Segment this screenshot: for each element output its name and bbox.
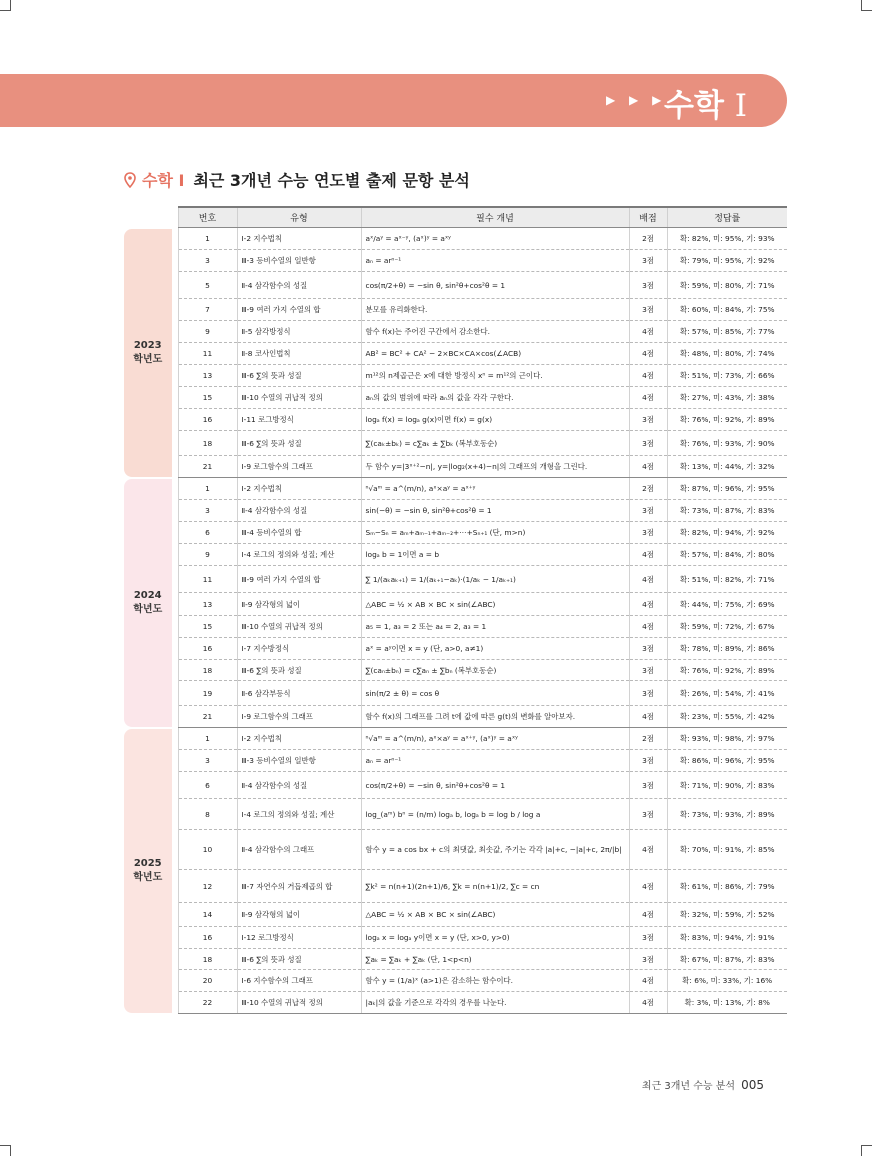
points: 3점	[629, 681, 667, 706]
table-row	[124, 478, 787, 500]
correct-rate: 확: 83%, 미: 94%, 기: 91%	[667, 927, 787, 949]
correct-rate: 확: 51%, 미: 82%, 기: 71%	[667, 566, 787, 593]
correct-rate: 확: 48%, 미: 80%, 기: 74%	[667, 343, 787, 365]
correct-rate: 확: 32%, 미: 59%, 기: 52%	[667, 903, 787, 927]
question-number: 1	[178, 478, 237, 500]
question-type: Ⅲ-4 등비수열의 합	[237, 522, 361, 544]
correct-rate: 확: 57%, 미: 85%, 기: 77%	[667, 321, 787, 343]
question-type: Ⅱ-9 삼각형의 넓이	[237, 903, 361, 927]
correct-rate: 확: 76%, 미: 92%, 기: 89%	[667, 409, 787, 431]
table-row	[124, 870, 787, 903]
points: 4점	[629, 830, 667, 870]
points: 3점	[629, 500, 667, 522]
chapter-title-roman: Ⅰ	[734, 88, 747, 124]
question-number: 8	[178, 799, 237, 830]
question-number: 10	[178, 830, 237, 870]
points: 4점	[629, 870, 667, 903]
key-concept: aₙ = arⁿ⁻¹	[361, 750, 629, 772]
question-type: Ⅱ-4 삼각함수의 성질	[237, 500, 361, 522]
correct-rate: 확: 71%, 미: 90%, 기: 83%	[667, 772, 787, 799]
question-number: 16	[178, 638, 237, 660]
table-row	[124, 321, 787, 343]
key-concept: ∑(caₙ±bₙ) = c∑aₙ ± ∑bₙ (복부호동순)	[361, 660, 629, 681]
table-row	[124, 365, 787, 387]
points: 3점	[629, 409, 667, 431]
correct-rate: 확: 76%, 미: 92%, 기: 89%	[667, 660, 787, 681]
table-row	[124, 299, 787, 321]
correct-rate: 확: 82%, 미: 95%, 기: 93%	[667, 228, 787, 250]
key-concept: aˣ/aʸ = aˣ⁻ʸ, (aˣ)ʸ = aˣʸ	[361, 228, 629, 250]
question-type: Ⅱ-5 삼각방정식	[237, 321, 361, 343]
section-title: 최근 3개년 수능 연도별 출제 문항 분석	[193, 171, 470, 190]
correct-rate: 확: 57%, 미: 84%, 기: 80%	[667, 544, 787, 566]
year-label: 2024 학년도	[124, 479, 172, 727]
question-number: 21	[178, 456, 237, 478]
correct-rate: 확: 61%, 미: 86%, 기: 79%	[667, 870, 787, 903]
correct-rate: 확: 78%, 미: 89%, 기: 86%	[667, 638, 787, 660]
key-concept: logₐ x = logₐ y이면 x = y (단, x>0, y>0)	[361, 927, 629, 949]
correct-rate: 확: 13%, 미: 44%, 기: 32%	[667, 456, 787, 478]
key-concept: 분모를 유리화한다.	[361, 299, 629, 321]
table-row	[124, 706, 787, 728]
question-type: Ⅲ-9 여러 가지 수열의 합	[237, 299, 361, 321]
question-number: 13	[178, 593, 237, 616]
question-type: Ⅰ-4 로그의 정의와 성질; 계산	[237, 799, 361, 830]
year-label: 2025 학년도	[124, 729, 172, 1013]
crop-mark-bottom-left	[0, 1145, 11, 1156]
question-type: Ⅰ-6 지수함수의 그래프	[237, 970, 361, 992]
page-number: 005	[741, 1078, 764, 1092]
table-row	[124, 970, 787, 992]
header-arrows: ▶ ▶ ▶	[606, 93, 667, 107]
points: 3점	[629, 250, 667, 272]
table-header-row	[124, 207, 787, 228]
question-type: Ⅲ-3 등비수열의 일반항	[237, 750, 361, 772]
question-number: 19	[178, 681, 237, 706]
points: 4점	[629, 343, 667, 365]
key-concept: △ABC = ½ × AB × BC × sin(∠ABC)	[361, 903, 629, 927]
correct-rate: 확: 27%, 미: 43%, 기: 38%	[667, 387, 787, 409]
key-concept: Sₘ−Sₙ = aₘ+aₘ₋₁+aₘ₋₂+⋯+Sₙ₊₁ (단, m>n)	[361, 522, 629, 544]
key-concept: ∑ 1/(aₖaₖ₊₁) = 1/(aₖ₊₁−aₖ)·(1/aₖ − 1/aₖ₊₁)	[361, 566, 629, 593]
question-type: Ⅲ-6 ∑의 뜻과 성질	[237, 365, 361, 387]
question-number: 3	[178, 750, 237, 772]
question-type: Ⅰ-2 지수법칙	[237, 478, 361, 500]
correct-rate: 확: 59%, 미: 80%, 기: 71%	[667, 272, 787, 299]
points: 4점	[629, 456, 667, 478]
table-row	[124, 681, 787, 706]
table-row	[124, 250, 787, 272]
key-concept: △ABC = ½ × AB × BC × sin(∠ABC)	[361, 593, 629, 616]
question-number: 18	[178, 431, 237, 456]
question-type: Ⅱ-9 삼각형의 넓이	[237, 593, 361, 616]
points: 3점	[629, 772, 667, 799]
year-cell	[124, 728, 178, 1014]
question-type: Ⅰ-4 로그의 정의와 성질; 계산	[237, 544, 361, 566]
points: 2점	[629, 228, 667, 250]
points: 4점	[629, 992, 667, 1014]
points: 4점	[629, 544, 667, 566]
question-type: Ⅲ-6 ∑의 뜻과 성질	[237, 949, 361, 970]
question-number: 7	[178, 299, 237, 321]
column-header: 유형	[237, 207, 361, 228]
crop-mark-bottom-right	[861, 1145, 872, 1156]
column-header: 필수 개념	[361, 207, 629, 228]
table-row	[124, 431, 787, 456]
table-body	[124, 228, 787, 1014]
question-number: 1	[178, 728, 237, 750]
key-concept: ∑k² = n(n+1)(2n+1)/6, ∑k = n(n+1)/2, ∑c = cn	[361, 870, 629, 903]
question-number: 14	[178, 903, 237, 927]
table-row	[124, 272, 787, 299]
points: 4점	[629, 566, 667, 593]
points: 4점	[629, 616, 667, 638]
question-type: Ⅰ-9 로그함수의 그래프	[237, 456, 361, 478]
correct-rate: 확: 60%, 미: 84%, 기: 75%	[667, 299, 787, 321]
points: 3점	[629, 638, 667, 660]
table-row	[124, 903, 787, 927]
key-concept: 함수 f(x)는 주어진 구간에서 감소한다.	[361, 321, 629, 343]
section-subject: 수학 Ⅰ	[142, 171, 185, 190]
points: 2점	[629, 728, 667, 750]
table-row	[124, 228, 787, 250]
correct-rate: 확: 93%, 미: 98%, 기: 97%	[667, 728, 787, 750]
question-number: 20	[178, 970, 237, 992]
column-header: 배점	[629, 207, 667, 228]
question-type: Ⅲ-10 수열의 귀납적 정의	[237, 616, 361, 638]
correct-rate: 확: 59%, 미: 72%, 기: 67%	[667, 616, 787, 638]
points: 3점	[629, 299, 667, 321]
correct-rate: 확: 44%, 미: 75%, 기: 69%	[667, 593, 787, 616]
question-number: 6	[178, 772, 237, 799]
key-concept: ⁿ√aᵐ = a^(m/n), aˣ×aʸ = aˣ⁺ʸ, (aˣ)ʸ = aˣʸ	[361, 728, 629, 750]
table-row	[124, 728, 787, 750]
question-number: 15	[178, 616, 237, 638]
points: 4점	[629, 706, 667, 728]
question-number: 6	[178, 522, 237, 544]
table-row	[124, 522, 787, 544]
key-concept: cos(π/2+θ) = −sin θ, sin²θ+cos²θ = 1	[361, 772, 629, 799]
question-number: 11	[178, 343, 237, 365]
key-concept: 함수 y = a cos bx + c의 최댓값, 최솟값, 주기는 각각 |a|+c, −|a|+c, 2π/|b|	[361, 830, 629, 870]
key-concept: cos(π/2+θ) = −sin θ, sin²θ+cos²θ = 1	[361, 272, 629, 299]
correct-rate: 확: 23%, 미: 55%, 기: 42%	[667, 706, 787, 728]
table-row	[124, 660, 787, 681]
points: 3점	[629, 272, 667, 299]
table-row	[124, 544, 787, 566]
correct-rate: 확: 76%, 미: 93%, 기: 90%	[667, 431, 787, 456]
correct-rate: 확: 73%, 미: 93%, 기: 89%	[667, 799, 787, 830]
key-concept: ∑(caₖ±bₖ) = c∑aₖ ± ∑bₖ (복부호동순)	[361, 431, 629, 456]
year-label: 2023 학년도	[124, 229, 172, 477]
chapter-title-text: 수학	[664, 88, 724, 124]
question-number: 5	[178, 272, 237, 299]
key-concept: ∑aₖ = ∑aₖ + ∑aₖ (단, 1<p<n)	[361, 949, 629, 970]
correct-rate: 확: 3%, 미: 13%, 기: 8%	[667, 992, 787, 1014]
table-row	[124, 593, 787, 616]
table-row	[124, 772, 787, 799]
question-number: 13	[178, 365, 237, 387]
table-row	[124, 949, 787, 970]
points: 4점	[629, 970, 667, 992]
question-type: Ⅱ-4 삼각함수의 성질	[237, 272, 361, 299]
question-type: Ⅲ-7 자연수의 거듭제곱의 합	[237, 870, 361, 903]
question-type: Ⅱ-8 코사인법칙	[237, 343, 361, 365]
key-concept: |aₖ|의 값을 기준으로 각각의 경우를 나눈다.	[361, 992, 629, 1014]
question-type: Ⅲ-10 수열의 귀납적 정의	[237, 387, 361, 409]
question-type: Ⅲ-10 수열의 귀납적 정의	[237, 992, 361, 1014]
points: 3점	[629, 431, 667, 456]
key-concept: sin(−θ) = −sin θ, sin²θ+cos²θ = 1	[361, 500, 629, 522]
correct-rate: 확: 67%, 미: 87%, 기: 83%	[667, 949, 787, 970]
crop-mark-top-right	[861, 0, 872, 11]
points: 3점	[629, 949, 667, 970]
table-row	[124, 343, 787, 365]
page-footer	[642, 1077, 764, 1092]
key-concept: aₙ의 값의 범위에 따라 aₙ의 값을 각각 구한다.	[361, 387, 629, 409]
question-type: Ⅰ-12 로그방정식	[237, 927, 361, 949]
key-concept: AB² = BC² + CA² − 2×BC×CA×cos(∠ACB)	[361, 343, 629, 365]
table-row	[124, 638, 787, 660]
points: 2점	[629, 478, 667, 500]
question-number: 11	[178, 566, 237, 593]
table-row	[124, 387, 787, 409]
question-number: 16	[178, 927, 237, 949]
points: 4점	[629, 365, 667, 387]
question-type: Ⅲ-6 ∑의 뜻과 성질	[237, 660, 361, 681]
key-concept: sin(π/2 ± θ) = cos θ	[361, 681, 629, 706]
crop-mark-top-left	[0, 0, 11, 11]
table-row	[124, 927, 787, 949]
question-number: 9	[178, 544, 237, 566]
key-concept: logₐ f(x) = logₐ g(x)이면 f(x) = g(x)	[361, 409, 629, 431]
table-row	[124, 456, 787, 478]
question-number: 18	[178, 660, 237, 681]
points: 3점	[629, 750, 667, 772]
question-type: Ⅰ-2 지수법칙	[237, 728, 361, 750]
table-row	[124, 830, 787, 870]
correct-rate: 확: 82%, 미: 94%, 기: 92%	[667, 522, 787, 544]
table-row	[124, 566, 787, 593]
question-type: Ⅱ-4 삼각함수의 그래프	[237, 830, 361, 870]
key-concept: aˣ = aʸ이면 x = y (단, a>0, a≠1)	[361, 638, 629, 660]
table-row	[124, 500, 787, 522]
table-row	[124, 409, 787, 431]
column-header: 번호	[178, 207, 237, 228]
question-number: 15	[178, 387, 237, 409]
correct-rate: 확: 70%, 미: 91%, 기: 85%	[667, 830, 787, 870]
key-concept: m¹²의 n제곱근은 x에 대한 방정식 xⁿ = m¹²의 근이다.	[361, 365, 629, 387]
year-cell	[124, 478, 178, 728]
correct-rate: 확: 51%, 미: 73%, 기: 66%	[667, 365, 787, 387]
question-type: Ⅲ-3 등비수열의 일반항	[237, 250, 361, 272]
key-concept: log_(aᵐ) bⁿ = (n/m) logₐ b, logₐ b = log b / log a	[361, 799, 629, 830]
correct-rate: 확: 86%, 미: 96%, 기: 95%	[667, 750, 787, 772]
key-concept: logₐ b = 1이면 a = b	[361, 544, 629, 566]
points: 4점	[629, 903, 667, 927]
question-type: Ⅲ-6 ∑의 뜻과 성질	[237, 431, 361, 456]
location-pin-icon	[124, 172, 136, 188]
year-column-header	[124, 207, 178, 228]
correct-rate: 확: 73%, 미: 87%, 기: 83%	[667, 500, 787, 522]
question-number: 3	[178, 250, 237, 272]
points: 4점	[629, 387, 667, 409]
footer-label: 최근 3개년 수능 분석	[641, 1081, 736, 1092]
question-type: Ⅲ-9 여러 가지 수열의 합	[237, 566, 361, 593]
key-concept: aₙ = arⁿ⁻¹	[361, 250, 629, 272]
table-row	[124, 616, 787, 638]
key-concept: 두 함수 y=|3ˣ⁺²−n|, y=|log₂(x+4)−n|의 그래프의 개형을 그린다.	[361, 456, 629, 478]
chapter-title	[664, 80, 747, 125]
question-number: 9	[178, 321, 237, 343]
correct-rate: 확: 6%, 미: 33%, 기: 16%	[667, 970, 787, 992]
correct-rate: 확: 79%, 미: 95%, 기: 92%	[667, 250, 787, 272]
key-concept: a₅ = 1, a₃ = 2 또는 a₄ = 2, a₃ = 1	[361, 616, 629, 638]
year-cell	[124, 228, 178, 478]
question-number: 1	[178, 228, 237, 250]
key-concept: 함수 y = (1/a)ˣ (a>1)은 감소하는 함수이다.	[361, 970, 629, 992]
points: 3점	[629, 522, 667, 544]
question-type: Ⅱ-4 삼각함수의 성질	[237, 772, 361, 799]
question-type: Ⅱ-6 삼각부등식	[237, 681, 361, 706]
question-type: Ⅰ-2 지수법칙	[237, 228, 361, 250]
points: 4점	[629, 593, 667, 616]
points: 3점	[629, 799, 667, 830]
section-heading	[124, 168, 470, 191]
question-type: Ⅰ-7 지수방정식	[237, 638, 361, 660]
column-header: 정답률	[667, 207, 787, 228]
correct-rate: 확: 87%, 미: 96%, 기: 95%	[667, 478, 787, 500]
table-row	[124, 992, 787, 1014]
question-number: 22	[178, 992, 237, 1014]
points: 4점	[629, 321, 667, 343]
question-number: 18	[178, 949, 237, 970]
points: 3점	[629, 927, 667, 949]
question-type: Ⅰ-11 로그방정식	[237, 409, 361, 431]
key-concept: 함수 f(x)의 그래프를 그려 t에 값에 따른 g(t)의 변화를 알아보자.	[361, 706, 629, 728]
correct-rate: 확: 26%, 미: 54%, 기: 41%	[667, 681, 787, 706]
question-type: Ⅰ-9 로그함수의 그래프	[237, 706, 361, 728]
question-number: 3	[178, 500, 237, 522]
points: 3점	[629, 660, 667, 681]
question-number: 16	[178, 409, 237, 431]
question-number: 21	[178, 706, 237, 728]
exam-analysis-table	[124, 206, 787, 1014]
table-row	[124, 799, 787, 830]
table-row	[124, 750, 787, 772]
key-concept: ⁿ√aᵐ = a^(m/n), aˣ×aʸ = aˣ⁺ʸ	[361, 478, 629, 500]
question-number: 12	[178, 870, 237, 903]
